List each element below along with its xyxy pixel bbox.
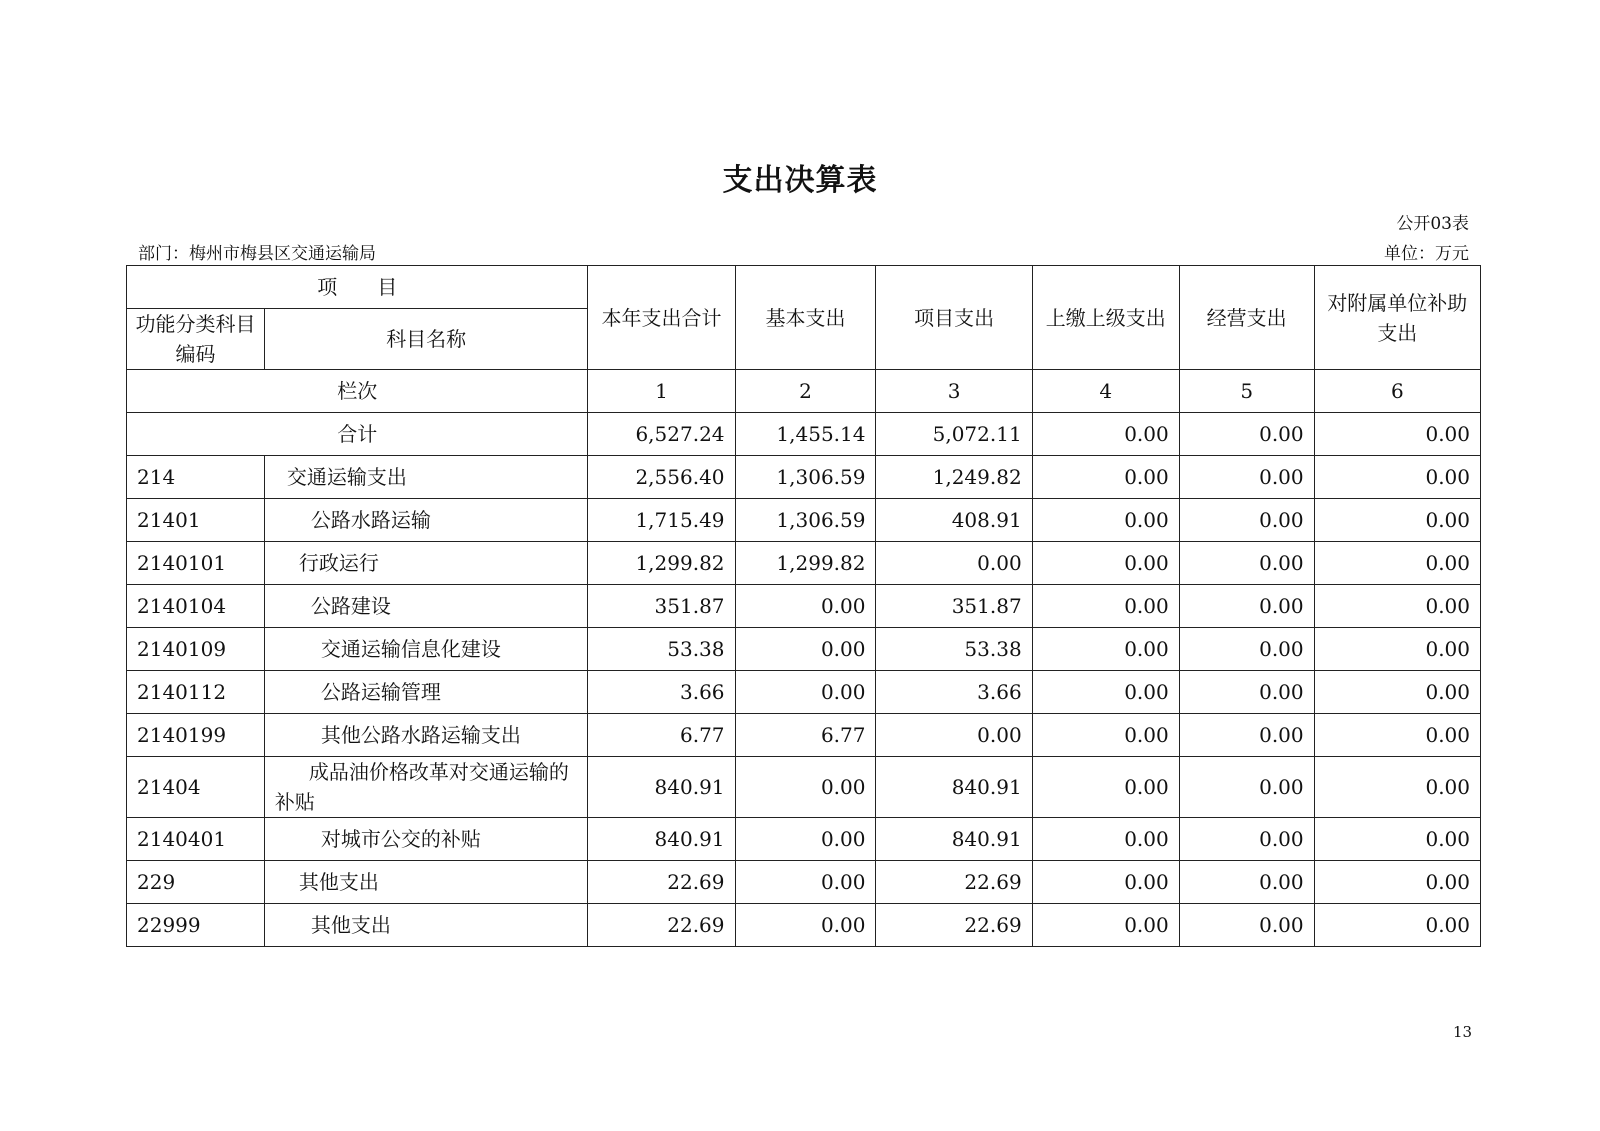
amount-cell: 0.00 <box>735 585 876 628</box>
header-operating-expenditure: 经营支出 <box>1179 266 1314 370</box>
amount-cell: 0.00 <box>1179 499 1314 542</box>
amount-cell: 0.00 <box>735 628 876 671</box>
amount-cell: 0.00 <box>1179 757 1314 818</box>
amount-cell: 0.00 <box>1314 456 1480 499</box>
amount-cell: 0.00 <box>1179 671 1314 714</box>
amount-cell: 0.00 <box>1032 861 1179 904</box>
amount-cell: 0.00 <box>1032 904 1179 947</box>
subject-name-cell: 公路建设 <box>264 585 588 628</box>
header-project: 项 目 <box>127 266 588 309</box>
subject-name-cell: 公路运输管理 <box>264 671 588 714</box>
subject-name-cell: 行政运行 <box>264 542 588 585</box>
amount-cell: 0.00 <box>876 714 1032 757</box>
amount-cell: 0.00 <box>1314 671 1480 714</box>
amount-cell: 1,249.82 <box>876 456 1032 499</box>
column-index-cell: 5 <box>1179 370 1314 413</box>
subject-name-cell: 交通运输支出 <box>264 456 588 499</box>
amount-cell: 0.00 <box>735 861 876 904</box>
table-row <box>127 628 1481 671</box>
column-index-cell: 6 <box>1314 370 1480 413</box>
total-cell: 6,527.24 <box>588 413 735 456</box>
form-number: 公开03表 <box>1396 214 1469 234</box>
subject-code-cell: 2140199 <box>127 714 265 757</box>
amount-cell: 0.00 <box>1314 585 1480 628</box>
amount-cell: 6.77 <box>588 714 735 757</box>
expenditure-table <box>126 265 1481 947</box>
amount-cell: 0.00 <box>1032 542 1179 585</box>
subject-code-cell: 2140401 <box>127 818 265 861</box>
amount-cell: 1,306.59 <box>735 456 876 499</box>
table-row <box>127 818 1481 861</box>
table-row <box>127 585 1481 628</box>
table-row <box>127 861 1481 904</box>
subject-code-cell: 22999 <box>127 904 265 947</box>
amount-cell: 0.00 <box>1314 499 1480 542</box>
total-cell: 0.00 <box>1032 413 1179 456</box>
amount-cell: 22.69 <box>876 904 1032 947</box>
amount-cell: 408.91 <box>876 499 1032 542</box>
total-row <box>127 413 1481 456</box>
column-index-row <box>127 370 1481 413</box>
table-row <box>127 671 1481 714</box>
column-index-cell: 4 <box>1032 370 1179 413</box>
header-basic-expenditure: 基本支出 <box>735 266 876 370</box>
header-subsidy-affiliates: 对附属单位补助支出 <box>1314 266 1480 370</box>
amount-cell: 0.00 <box>1179 818 1314 861</box>
amount-cell: 0.00 <box>1179 714 1314 757</box>
amount-cell: 0.00 <box>1032 671 1179 714</box>
table-row <box>127 456 1481 499</box>
department-label: 部门：梅州市梅县区交通运输局 <box>138 244 376 264</box>
amount-cell: 840.91 <box>588 818 735 861</box>
subject-code-cell: 214 <box>127 456 265 499</box>
subject-name-cell: 交通运输信息化建设 <box>264 628 588 671</box>
column-index-cell: 3 <box>876 370 1032 413</box>
total-cell: 1,455.14 <box>735 413 876 456</box>
amount-cell: 0.00 <box>1179 585 1314 628</box>
subject-name-cell: 成品油价格改革对交通运输的补贴 <box>264 757 588 818</box>
amount-cell: 1,306.59 <box>735 499 876 542</box>
amount-cell: 6.77 <box>735 714 876 757</box>
total-cell: 5,072.11 <box>876 413 1032 456</box>
header-project-expenditure: 项目支出 <box>876 266 1032 370</box>
subject-code-cell: 2140104 <box>127 585 265 628</box>
amount-cell: 0.00 <box>1314 818 1480 861</box>
page-number: 13 <box>1453 1023 1473 1041</box>
subject-code-cell: 2140112 <box>127 671 265 714</box>
amount-cell: 0.00 <box>876 542 1032 585</box>
column-index-cell: 2 <box>735 370 876 413</box>
amount-cell: 0.00 <box>1032 456 1179 499</box>
amount-cell: 0.00 <box>1032 499 1179 542</box>
amount-cell: 0.00 <box>735 904 876 947</box>
subject-name-cell: 其他支出 <box>264 861 588 904</box>
amount-cell: 0.00 <box>1179 904 1314 947</box>
table-row <box>127 757 1481 818</box>
subject-name-cell: 其他支出 <box>264 904 588 947</box>
amount-cell: 0.00 <box>1314 757 1480 818</box>
header-total-expenditure: 本年支出合计 <box>588 266 735 370</box>
amount-cell: 53.38 <box>588 628 735 671</box>
amount-cell: 22.69 <box>876 861 1032 904</box>
amount-cell: 3.66 <box>588 671 735 714</box>
subject-name-cell: 公路水路运输 <box>264 499 588 542</box>
total-cell: 0.00 <box>1314 413 1480 456</box>
amount-cell: 0.00 <box>1179 542 1314 585</box>
subject-code-cell: 21401 <box>127 499 265 542</box>
amount-cell: 1,715.49 <box>588 499 735 542</box>
subject-code-cell: 2140101 <box>127 542 265 585</box>
amount-cell: 0.00 <box>1179 456 1314 499</box>
amount-cell: 1,299.82 <box>588 542 735 585</box>
amount-cell: 22.69 <box>588 904 735 947</box>
table-row <box>127 542 1481 585</box>
header-remit-upper-expenditure: 上缴上级支出 <box>1032 266 1179 370</box>
table-row <box>127 714 1481 757</box>
amount-cell: 0.00 <box>1032 714 1179 757</box>
amount-cell: 0.00 <box>1314 904 1480 947</box>
total-label: 合计 <box>127 413 588 456</box>
amount-cell: 0.00 <box>1179 628 1314 671</box>
amount-cell: 0.00 <box>1032 585 1179 628</box>
amount-cell: 22.69 <box>588 861 735 904</box>
subject-code-cell: 21404 <box>127 757 265 818</box>
amount-cell: 1,299.82 <box>735 542 876 585</box>
table-row <box>127 904 1481 947</box>
amount-cell: 3.66 <box>876 671 1032 714</box>
page-title: 支出决算表 <box>722 163 878 198</box>
amount-cell: 0.00 <box>1179 861 1314 904</box>
amount-cell: 840.91 <box>876 818 1032 861</box>
amount-cell: 0.00 <box>1314 542 1480 585</box>
amount-cell: 0.00 <box>1314 628 1480 671</box>
subject-name-cell: 对城市公交的补贴 <box>264 818 588 861</box>
subject-code-cell: 229 <box>127 861 265 904</box>
amount-cell: 0.00 <box>1032 628 1179 671</box>
column-index-label: 栏次 <box>127 370 588 413</box>
amount-cell: 0.00 <box>735 818 876 861</box>
amount-cell: 0.00 <box>735 757 876 818</box>
amount-cell: 0.00 <box>1314 861 1480 904</box>
amount-cell: 0.00 <box>1032 757 1179 818</box>
header-function-code: 功能分类科目编码 <box>127 309 265 370</box>
subject-code-cell: 2140109 <box>127 628 265 671</box>
amount-cell: 351.87 <box>876 585 1032 628</box>
amount-cell: 351.87 <box>588 585 735 628</box>
column-index-cell: 1 <box>588 370 735 413</box>
table-row <box>127 499 1481 542</box>
amount-cell: 0.00 <box>735 671 876 714</box>
unit-label: 单位：万元 <box>1384 244 1469 264</box>
amount-cell: 53.38 <box>876 628 1032 671</box>
amount-cell: 0.00 <box>1032 818 1179 861</box>
total-cell: 0.00 <box>1179 413 1314 456</box>
header-subject-name: 科目名称 <box>264 309 588 370</box>
amount-cell: 840.91 <box>876 757 1032 818</box>
amount-cell: 2,556.40 <box>588 456 735 499</box>
amount-cell: 840.91 <box>588 757 735 818</box>
subject-name-cell: 其他公路水路运输支出 <box>264 714 588 757</box>
amount-cell: 0.00 <box>1314 714 1480 757</box>
